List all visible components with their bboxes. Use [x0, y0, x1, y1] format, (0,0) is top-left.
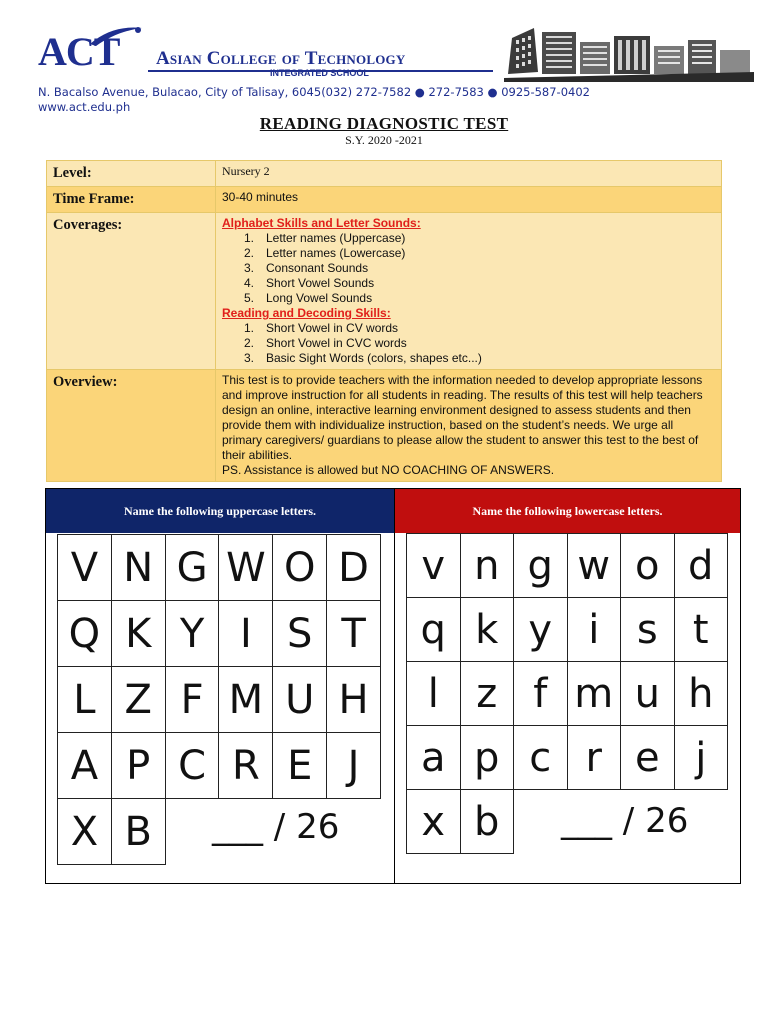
lowercase-letter-row: [407, 662, 728, 726]
uppercase-instruction: Name the following uppercase letters.: [46, 489, 394, 533]
lowercase-letter-row: [407, 534, 728, 598]
lowercase-letter-cell: a: [407, 726, 461, 790]
level-row: [47, 161, 722, 187]
lowercase-instruction: Name the following lowercase letters.: [395, 489, 740, 533]
coverage-item: [244, 336, 715, 351]
coverage-item: [244, 351, 715, 366]
uppercase-letter-cell: W: [219, 535, 273, 601]
school-address-block: [38, 85, 590, 115]
coverage-item: [244, 261, 715, 276]
overview-note: PS. Assistance is allowed but NO COACHING OF ANSWERS.: [222, 463, 555, 477]
time-frame-row: [47, 187, 722, 213]
lowercase-letter-cell: m: [567, 662, 621, 726]
lowercase-letter-cell: t: [674, 598, 728, 662]
uppercase-letter-cell: C: [165, 733, 219, 799]
college-name: Asian College of Technology: [156, 48, 406, 69]
coverage-item-number: 1.: [244, 231, 255, 245]
time-frame-label: Time Frame:: [47, 187, 216, 213]
lowercase-letter-cell: g: [514, 534, 568, 598]
lowercase-letter-cell: b: [460, 790, 514, 854]
coverage-list: [222, 231, 715, 306]
lowercase-letter-cell: h: [674, 662, 728, 726]
uppercase-letter-cell: O: [273, 535, 327, 601]
lowercase-score: ___ / 26: [561, 801, 689, 841]
act-logo-text: ACT: [38, 29, 120, 74]
lowercase-letter-cell: k: [460, 598, 514, 662]
coverage-item-number: 1.: [244, 321, 255, 335]
coverage-item-number: 3.: [244, 351, 255, 365]
uppercase-letter-cell: N: [111, 535, 165, 601]
coverage-item: [244, 291, 715, 306]
coverage-item: [244, 321, 715, 336]
uppercase-letter-cell: A: [58, 733, 112, 799]
uppercase-letter-row: [58, 667, 381, 733]
coverage-item-text: Short Vowel in CV words: [266, 321, 399, 335]
lowercase-letter-cell: w: [567, 534, 621, 598]
uppercase-letter-cell: P: [111, 733, 165, 799]
coverage-item-number: 2.: [244, 336, 255, 350]
lowercase-letter-cell: o: [621, 534, 675, 598]
lowercase-letter-row: [407, 726, 728, 790]
lowercase-letter-cell: e: [621, 726, 675, 790]
lowercase-section: [395, 489, 740, 883]
school-year: S.Y. 2020 -2021: [345, 133, 423, 147]
test-info-table: [46, 160, 722, 482]
page-title: READING DIAGNOSTIC TEST: [259, 114, 509, 133]
uppercase-letter-cell: B: [111, 799, 165, 865]
uppercase-letter-cell: G: [165, 535, 219, 601]
lowercase-letter-cell: n: [460, 534, 514, 598]
overview-value: [216, 370, 722, 482]
lowercase-letter-cell: l: [407, 662, 461, 726]
lowercase-letter-cell: d: [674, 534, 728, 598]
lowercase-letter-cell: c: [514, 726, 568, 790]
lowercase-letter-cell: i: [567, 598, 621, 662]
coverage-item-text: Short Vowel in CVC words: [266, 336, 407, 350]
coverage-item: [244, 276, 715, 291]
coverage-item-text: Basic Sight Words (colors, shapes etc...): [266, 351, 482, 365]
coverage-item-number: 2.: [244, 246, 255, 260]
uppercase-letter-cell: X: [58, 799, 112, 865]
uppercase-letter-cell: K: [111, 601, 165, 667]
uppercase-letter-cell: V: [58, 535, 112, 601]
school-address: N. Bacalso Avenue, Bulacao, City of Talisay, 6045(032) 272-7582 ● 272-7583 ● 0925-587-0402: [38, 85, 590, 99]
lowercase-letter-cell: s: [621, 598, 675, 662]
level-label: Level:: [47, 161, 216, 187]
coverage-item-text: Consonant Sounds: [266, 261, 369, 275]
uppercase-section: [46, 489, 395, 883]
coverage-item: [244, 246, 715, 261]
lowercase-letter-cell: y: [514, 598, 568, 662]
uppercase-letter-cell: J: [327, 733, 381, 799]
coverage-heading: Reading and Decoding Skills:: [222, 306, 391, 320]
coverages-value: [216, 213, 722, 370]
coverage-item: [244, 231, 715, 246]
lowercase-letter-cell: x: [407, 790, 461, 854]
uppercase-letter-cell: U: [273, 667, 327, 733]
uppercase-letter-cell: Y: [165, 601, 219, 667]
uppercase-letter-cell: E: [273, 733, 327, 799]
overview-label: Overview:: [47, 370, 216, 482]
uppercase-letter-row: [58, 601, 381, 667]
empty-cell: [514, 790, 568, 854]
uppercase-letter-cell: F: [165, 667, 219, 733]
uppercase-letter-cell: H: [327, 667, 381, 733]
coverage-item-number: 3.: [244, 261, 255, 275]
lowercase-letter-cell: z: [460, 662, 514, 726]
uppercase-letter-cell: Q: [58, 601, 112, 667]
uppercase-letter-cell: M: [219, 667, 273, 733]
empty-cell: [165, 799, 219, 865]
coverage-item-text: Short Vowel Sounds: [266, 276, 375, 290]
uppercase-letter-cell: T: [327, 601, 381, 667]
coverage-item-text: Letter names (Uppercase): [266, 231, 406, 245]
lowercase-letter-cell: r: [567, 726, 621, 790]
lowercase-letter-cell: f: [514, 662, 568, 726]
level-value: Nursery 2: [216, 161, 722, 187]
school-header: [38, 22, 728, 84]
coverage-list: [222, 321, 715, 366]
letter-activity: [45, 488, 741, 884]
coverage-heading: Alphabet Skills and Letter Sounds:: [222, 216, 421, 230]
uppercase-letter-cell: I: [219, 601, 273, 667]
school-website[interactable]: www.act.edu.ph: [38, 100, 131, 114]
coverages-label: Coverages:: [47, 213, 216, 370]
campus-buildings-icon: [504, 22, 754, 82]
uppercase-letter-row: [58, 733, 381, 799]
integrated-school-label: INTEGRATED SCHOOL: [270, 68, 369, 78]
coverage-item-text: Long Vowel Sounds: [266, 291, 373, 305]
overview-row: [47, 370, 722, 482]
overview-text: This test is to provide teachers with the information needed to develop appropriate lessons and improve instruction for all students in reading. The results of this test will help teachers design an online, interactive learning environment designed to assess students and then provide them with individualize instruction, based on the student’s needs. We urge all primary caregivers/ guardians to please allow the student to answer this test to the best of their abilities.: [222, 373, 703, 462]
lowercase-letter-row: [407, 598, 728, 662]
lowercase-letter-cell: j: [674, 726, 728, 790]
coverage-item-number: 4.: [244, 276, 255, 290]
uppercase-score: ___ / 26: [212, 807, 340, 847]
coverage-item-text: Letter names (Lowercase): [266, 246, 406, 260]
lowercase-letter-cell: v: [407, 534, 461, 598]
uppercase-letter-cell: D: [327, 535, 381, 601]
lowercase-letter-cell: u: [621, 662, 675, 726]
coverage-item-number: 5.: [244, 291, 255, 305]
uppercase-letter-cell: L: [58, 667, 112, 733]
time-frame-value: 30-40 minutes: [216, 187, 722, 213]
lowercase-letter-cell: q: [407, 598, 461, 662]
uppercase-letter-cell: S: [273, 601, 327, 667]
uppercase-letter-cell: Z: [111, 667, 165, 733]
uppercase-letter-row: [58, 535, 381, 601]
coverages-row: [47, 213, 722, 370]
uppercase-letter-cell: R: [219, 733, 273, 799]
lowercase-letter-cell: p: [460, 726, 514, 790]
